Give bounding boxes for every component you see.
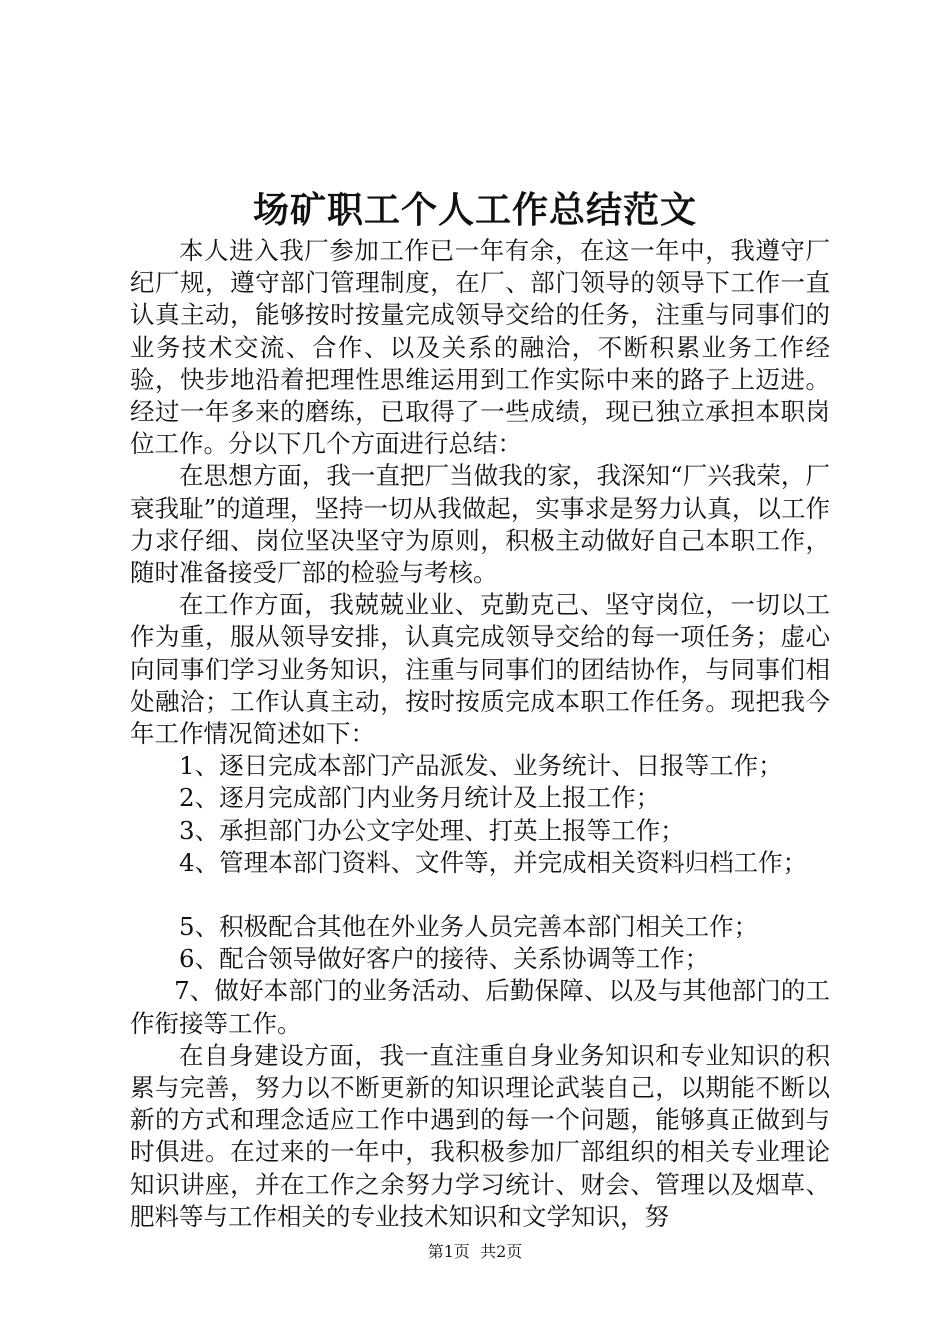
list-item: 2、逐月完成部门内业务月统计及上报工作； (179, 783, 661, 813)
list-item: 6、配合领导做好客户的接待、关系协调等工作； (179, 944, 710, 974)
paragraph-intro: 本人进入我厂参加工作已一年有余，在这一年中，我遵守厂纪厂规，遵守部门管理制度，在厂、部门领导的领导下工作一直认真主动，能够按时按量完成领导交给的任务，注重与同事们的业务技术交流、合作、以及关系的融洽，不断积累业务工作经验，快步地沿着把理性思维运用到工作实际中来的路子上迈进。经过一年多来的磨练，已取得了一些成绩，现已独立承担本职岗位工作。分以下几个方面进行总结： (130, 236, 830, 459)
list-item: 5、积极配合其他在外业务人员完善本部门相关工作； (179, 912, 759, 942)
list-item: 4、管理本部门资料、文件等，并完成相关资料归档工作； (179, 847, 808, 877)
list-item: 3、承担部门办公文字处理、打英上报等工作； (179, 815, 685, 845)
list-item: 7、做好本部门的业务活动、后勤保障、以及与其他部门的工作衔接等工作。 (130, 976, 830, 1038)
document-title: 场矿职工个人工作总结范文 (252, 189, 697, 231)
paragraph-thought: 在思想方面，我一直把厂当做我的家，我深知“厂兴我荣，厂衰我耻”的道理，坚持一切从我做起，实事求是努力认真，以工作力求仔细、岗位坚决坚守为原则，积极主动做好自己本职工作，随时准备接受厂部的检验与考核。 (130, 461, 830, 588)
blank-line (130, 879, 830, 911)
page-number: 第1页 共2页 (427, 1242, 523, 1261)
list-item: 1、逐日完成本部门产品派发、业务统计、日报等工作； (179, 751, 783, 781)
paragraph-work: 在工作方面，我兢兢业业、克勤克己、坚守岗位，一切以工作为重，服从领导安排，认真完成领导交给的每一项任务；虚心向同事们学习业务知识，注重与同事们的团结协作，与同事们相处融洽；工作认真主动，按时按质完成本职工作任务。现把我今年工作情况简述如下： (130, 590, 830, 749)
paragraph-self-development: 在自身建设方面，我一直注重自身业务知识和专业知识的积累与完善，努力以不断更新的知识理论武装自己，以期能不断以新的方式和理念适应工作中遇到的每一个问题，能够真正做到与时俱进。在过来的一年中，我积极参加厂部组织的相关专业理论知识讲座，并在工作之余努力学习统计、财会、管理以及烟草、肥料等与工作相关的专业技术知识和文学知识，努 (130, 1040, 830, 1231)
document-body (130, 235, 830, 1233)
page-footer (0, 1240, 950, 1264)
